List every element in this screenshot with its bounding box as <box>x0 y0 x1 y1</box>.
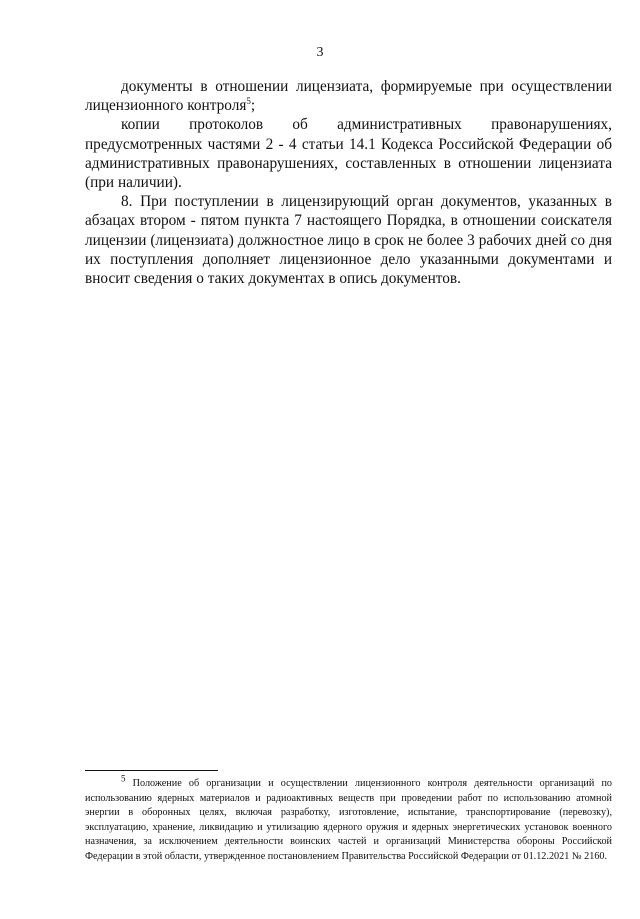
footnote-separator <box>85 770 218 771</box>
paragraph-punctuation: ; <box>250 97 256 115</box>
body-text <box>85 77 612 288</box>
paragraph-text: документы в отношении лицензиата, формируемые при осуществлении лицензионного контроля <box>85 78 612 115</box>
footnote-reference: 5 <box>246 96 251 107</box>
footnote <box>85 773 612 864</box>
footnote-text: Положение об организации и осуществлении лицензионного контроля деятельности организаций по использованию ядерных материалов и радиоактивных веществ при проведении работ по использованию атомной энергии в оборонных целях, включая разработку, изготовление, испытание, транспортирование (перевозку), эксплуатацию, хранение, ликвидацию и утилизацию ядерного оружия и ядерных энергетических установок военного назначения, за исключением деятельности воинских частей и организаций Министерства обороны Российской Федерации в этой области, утвержденное постановлением Правительства Российской Федерации от 01.12.2021 № 2160. <box>85 778 612 862</box>
footnote-marker: 5 <box>121 773 126 784</box>
page-number: 3 <box>316 45 324 60</box>
footnote-paragraph <box>85 773 612 864</box>
paragraph-licensee-documents <box>85 77 612 115</box>
paragraph-text: копии протоколов об административных правонарушениях, предусмотренных частями 2 - 4 статьи 14.1 Кодекса Российской Федерации об административных правонарушениях, составленных в отношении лицензиата (при наличии). <box>85 116 612 192</box>
paragraph-text: 8. При поступлении в лицензирующий орган документов, указанных в абзацах втором - пятом пункта 7 настоящего Порядка, в отношении соискателя лицензии (лицензиата) должностное лицо в срок не более 3 рабочих дней со дня их поступления дополняет лицензионное дело указанными документами и вносит сведения о таких документах в опись документов. <box>85 193 612 288</box>
paragraph-item-8 <box>85 192 612 288</box>
paragraph-protocol-copies <box>85 115 612 192</box>
